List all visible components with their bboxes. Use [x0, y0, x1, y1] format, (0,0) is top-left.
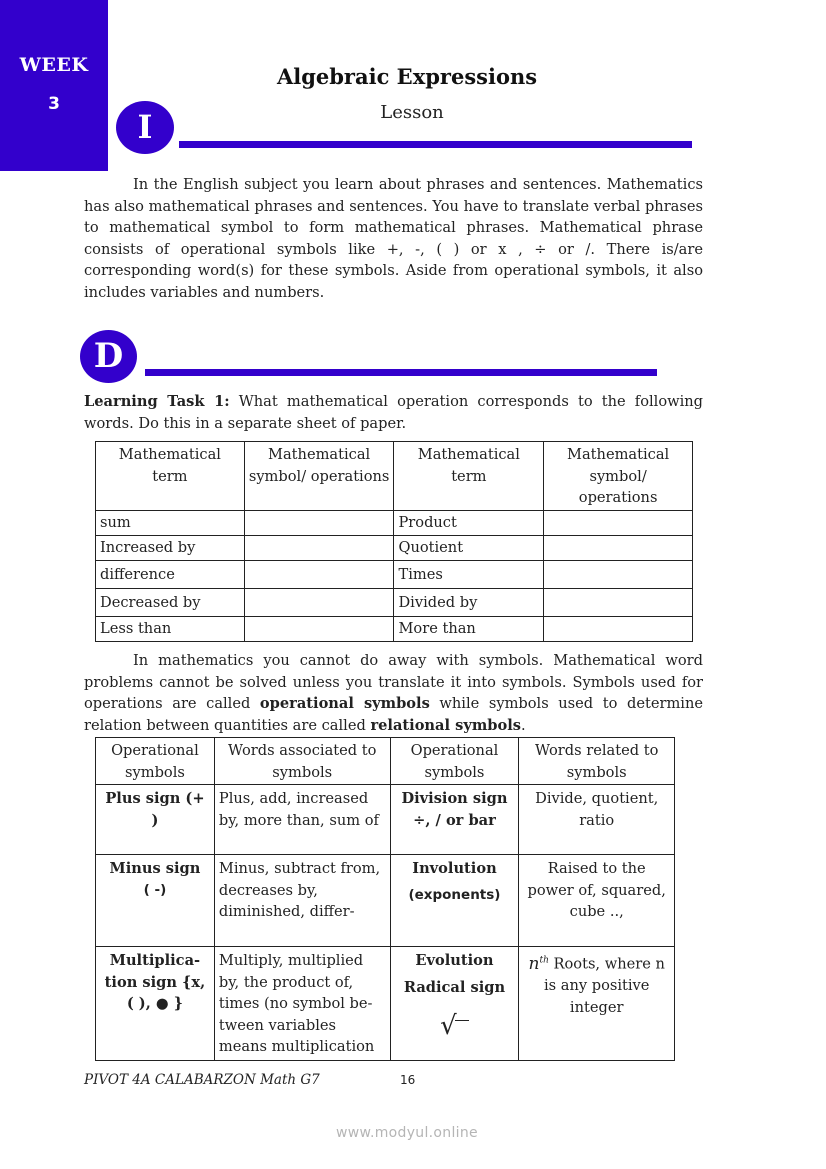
footer-source: PIVOT 4A CALABARZON Math G7 [84, 1072, 320, 1088]
symbol-plus: Plus sign (+ ) [96, 785, 215, 855]
page-subtitle: Lesson [380, 102, 444, 123]
table-row [96, 855, 675, 947]
term-relational-symbols: relational symbols [370, 716, 521, 734]
learning-task-table [95, 441, 693, 642]
answer-cell [244, 536, 394, 561]
symbol-multiplication: Multiplica-tion sign {x, ( ), ● } [96, 947, 215, 1061]
table-row [96, 785, 675, 855]
table-row [96, 589, 693, 617]
words-division: Divide, quotient, ratio [519, 785, 675, 855]
intro-paragraph: In the English subject you learn about phrases and sentences. Mathematics has also mathematical phrases and sentences. You have to translate verbal phrases to mathematical symbol to form mathematical phrases. Mathematical phrase consists of operational symbols like +, -, ( ) or x , ÷ or /. There is/are corresponding word(s) for these symbols. Aside from operational symbols, it also includes variables and numbers. [84, 176, 703, 301]
table-row [96, 511, 693, 536]
answer-cell [544, 511, 693, 536]
symbol-involution: Involution (exponents) [390, 855, 519, 947]
term-operational-symbols: operational symbols [259, 695, 430, 712]
header-math-term-1: Mathematical term [96, 442, 245, 511]
week-badge [0, 0, 108, 171]
week-number: 3 [48, 94, 60, 114]
radical-sign-icon: √ [440, 1016, 469, 1038]
term-cell: More than [394, 617, 544, 642]
term-cell: Product [394, 511, 544, 536]
term-cell: Times [394, 561, 544, 589]
symbol-minus: Minus sign ( -) [96, 855, 215, 947]
answer-cell [544, 589, 693, 617]
header-math-symbol-2: Mathematical symbol/ operations [544, 442, 693, 511]
answer-cell [544, 561, 693, 589]
learning-task-instructions [84, 391, 703, 434]
header-math-symbol-1: Mathematical symbol/ operations [244, 442, 394, 511]
table-header-row [96, 738, 675, 785]
learning-task-text: What mathematical operation corresponds to the following words. Do this in a separate sheet of paper. [84, 393, 704, 432]
words-minus: Minus, subtract from, decreases by, diminished, differ- [214, 855, 390, 947]
answer-cell [244, 589, 394, 617]
symbol-division: Division sign ÷, / or bar [390, 785, 519, 855]
header-math-term-2: Mathematical term [394, 442, 544, 511]
term-cell: Less than [96, 617, 245, 642]
term-cell: difference [96, 561, 245, 589]
answer-cell [244, 511, 394, 536]
week-label: WEEK [19, 54, 89, 76]
symbol-evolution: Evolution Radical sign √ [390, 947, 519, 1061]
symbols-paragraph: In mathematics you cannot do away with symbols. Mathematical word problems cannot be solved unless you translate it into symbols. Symbols used for operations are called operational symbols while symbols used to determine relation between quantities are called relational symbols. [84, 652, 703, 734]
section-d-marker: D [80, 330, 137, 383]
section-d-divider [145, 369, 657, 376]
table-header-row [96, 442, 693, 511]
page-number: 16 [400, 1073, 416, 1087]
answer-cell [544, 536, 693, 561]
answer-cell [244, 561, 394, 589]
section-i-divider [179, 141, 692, 148]
table-row [96, 536, 693, 561]
watermark: www.modyul.online [336, 1125, 478, 1141]
header-words-associated: Words associated to symbols [214, 738, 390, 785]
words-evolution: $n^{th}$ Roots, where n is any positive integer [519, 947, 675, 1061]
header-words-related: Words related to symbols [519, 738, 675, 785]
words-involution: Raised to the power of, squared, cube .., [519, 855, 675, 947]
table-row [96, 947, 675, 1061]
nth-label: $n^{th}$ [528, 953, 549, 974]
words-multiplication: Multiply, multiplied by, the product of, times (no symbol be-tween variables means multiplication [214, 947, 390, 1061]
term-cell: Quotient [394, 536, 544, 561]
term-cell: Divided by [394, 589, 544, 617]
operational-symbols-table [95, 737, 675, 1061]
term-cell: Increased by [96, 536, 245, 561]
table-row [96, 617, 693, 642]
section-i-marker: I [116, 101, 174, 154]
answer-cell [244, 617, 394, 642]
table-row [96, 561, 693, 589]
header-operational-symbols-2: Operational symbols [390, 738, 519, 785]
learning-task-label: Learning Task 1: [84, 393, 230, 410]
term-cell: sum [96, 511, 245, 536]
page-title: Algebraic Expressions [276, 64, 538, 89]
answer-cell [544, 617, 693, 642]
words-plus: Plus, add, increased by, more than, sum of [214, 785, 390, 855]
term-cell: Decreased by [96, 589, 245, 617]
header-operational-symbols-1: Operational symbols [96, 738, 215, 785]
